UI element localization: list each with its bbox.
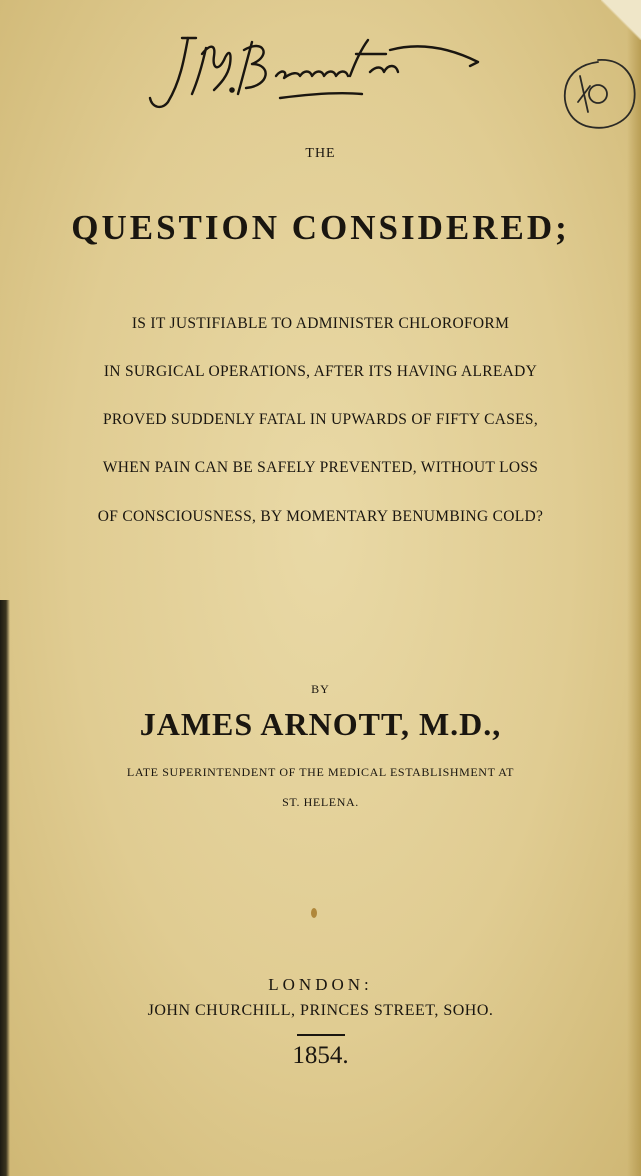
page-edge-shading [627, 0, 641, 1176]
subtitle-line: IS IT JUSTIFIABLE TO ADMINISTER CHLOROFORM [131, 315, 510, 332]
circled-number-mark [558, 52, 638, 142]
author-affiliation: LATE SUPERINTENDENT OF THE MEDICAL ESTABLISHMENT AT [126, 765, 515, 779]
handwritten-signature [140, 20, 500, 120]
author-name: JAMES ARNOTT, M.D., [139, 706, 502, 742]
page-corner [601, 0, 641, 40]
title-article: THE [305, 146, 336, 161]
subtitle-line: PROVED SUDDENLY FATAL IN UPWARDS OF FIFTY CASES, [102, 411, 539, 428]
subtitle-line: WHEN PAIN CAN BE SAFELY PREVENTED, WITHOUT LOSS [102, 459, 539, 476]
publication-year: 1854. [292, 1042, 349, 1069]
publication-city: LONDON: [268, 975, 373, 994]
by-line: BY [311, 682, 330, 696]
divider-rule [297, 1034, 345, 1036]
subtitle-line: OF CONSCIOUSNESS, BY MOMENTARY BENUMBING COLD? [97, 508, 544, 525]
author-affiliation: ST. HELENA. [282, 795, 359, 809]
book-title: QUESTION CONSIDERED; [71, 208, 570, 247]
publisher: JOHN CHURCHILL, PRINCES STREET, SOHO. [147, 1002, 494, 1019]
ink-speck [311, 908, 317, 918]
subtitle-line: IN SURGICAL OPERATIONS, AFTER ITS HAVING ALREADY [103, 363, 538, 380]
